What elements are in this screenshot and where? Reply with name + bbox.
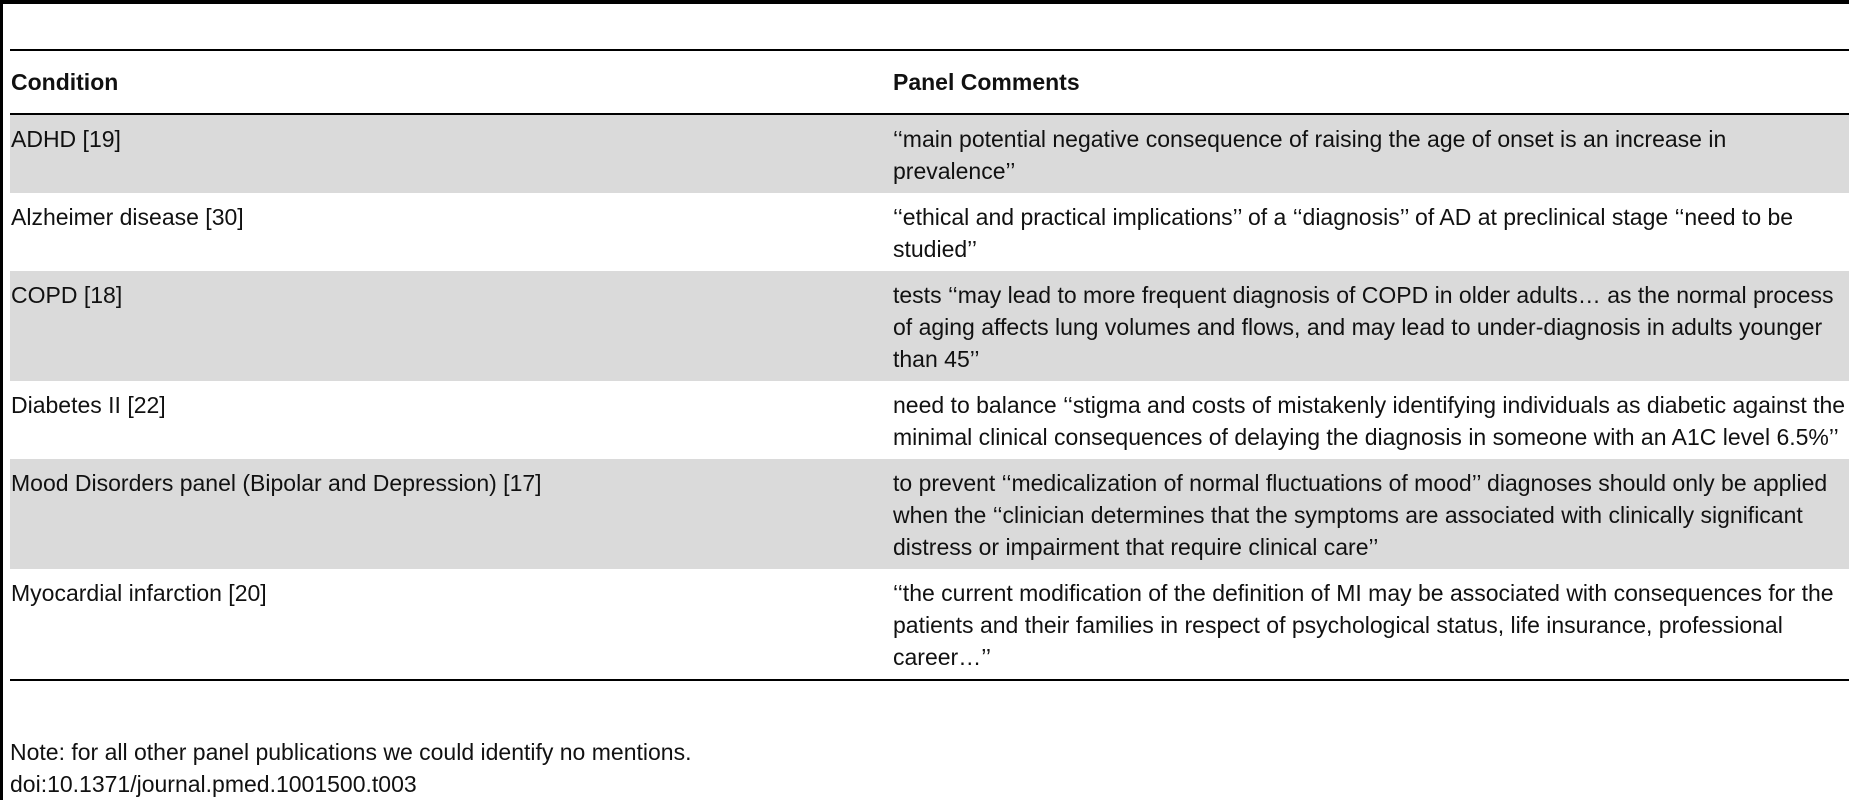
condition-cell: Diabetes II [22]	[11, 392, 166, 418]
table-body	[10, 114, 1849, 680]
condition-cell: Mood Disorders panel (Bipolar and Depression) [17]	[11, 470, 542, 496]
table-row	[10, 114, 1849, 193]
table-note: Note: for all other panel publications we could identify no mentions.	[10, 739, 692, 765]
comment-cell: to prevent ‘‘medicalization of normal fluctuations of mood’’ diagnoses should only be applied when the ‘‘clinician determines that the symptoms are associated with clinically significant distress or impairment that require clinical care’’	[893, 470, 1828, 560]
comment-cell: ‘‘the current modification of the definition of MI may be associated with consequences for the patients and their families in respect of psychological status, life insurance, professional career…’’	[893, 580, 1834, 670]
header-row	[10, 50, 1849, 114]
table-row	[10, 271, 1849, 381]
condition-cell: Alzheimer disease [30]	[11, 204, 244, 230]
table-footer	[10, 736, 691, 800]
doi-text: doi:10.1371/journal.pmed.1001500.t003	[10, 771, 417, 797]
comment-cell: tests ‘‘may lead to more frequent diagnosis of COPD in older adults… as the normal process of aging affects lung volumes and flows, and may lead to under-diagnosis in adults younger than 45’’	[893, 282, 1834, 372]
table-row	[10, 193, 1849, 271]
table-row	[10, 381, 1849, 459]
comment-cell: need to balance ‘‘stigma and costs of mistakenly identifying individuals as diabetic against the minimal clinical consequences of delaying the diagnosis in someone with an A1C level 6.5%’’	[893, 392, 1846, 450]
table-row	[10, 459, 1849, 569]
condition-cell: ADHD [19]	[11, 126, 121, 152]
panel-comments-table-container	[10, 49, 1849, 681]
condition-cell: COPD [18]	[11, 282, 123, 308]
header-condition: Condition	[11, 68, 119, 95]
panel-comments-table	[10, 49, 1849, 681]
header-panel-comments: Panel Comments	[893, 68, 1080, 95]
top-border-rule	[0, 0, 1849, 4]
comment-cell: ‘‘ethical and practical implications’’ of a ‘‘diagnosis’’ of AD at preclinical stage ‘‘need to be studied’’	[893, 204, 1794, 262]
comment-cell: ‘‘main potential negative consequence of raising the age of onset is an increase in prevalence’’	[893, 126, 1727, 184]
left-border-rule	[0, 0, 3, 800]
table-header	[10, 50, 1849, 114]
condition-cell: Myocardial infarction [20]	[11, 580, 267, 606]
table-row	[10, 569, 1849, 680]
